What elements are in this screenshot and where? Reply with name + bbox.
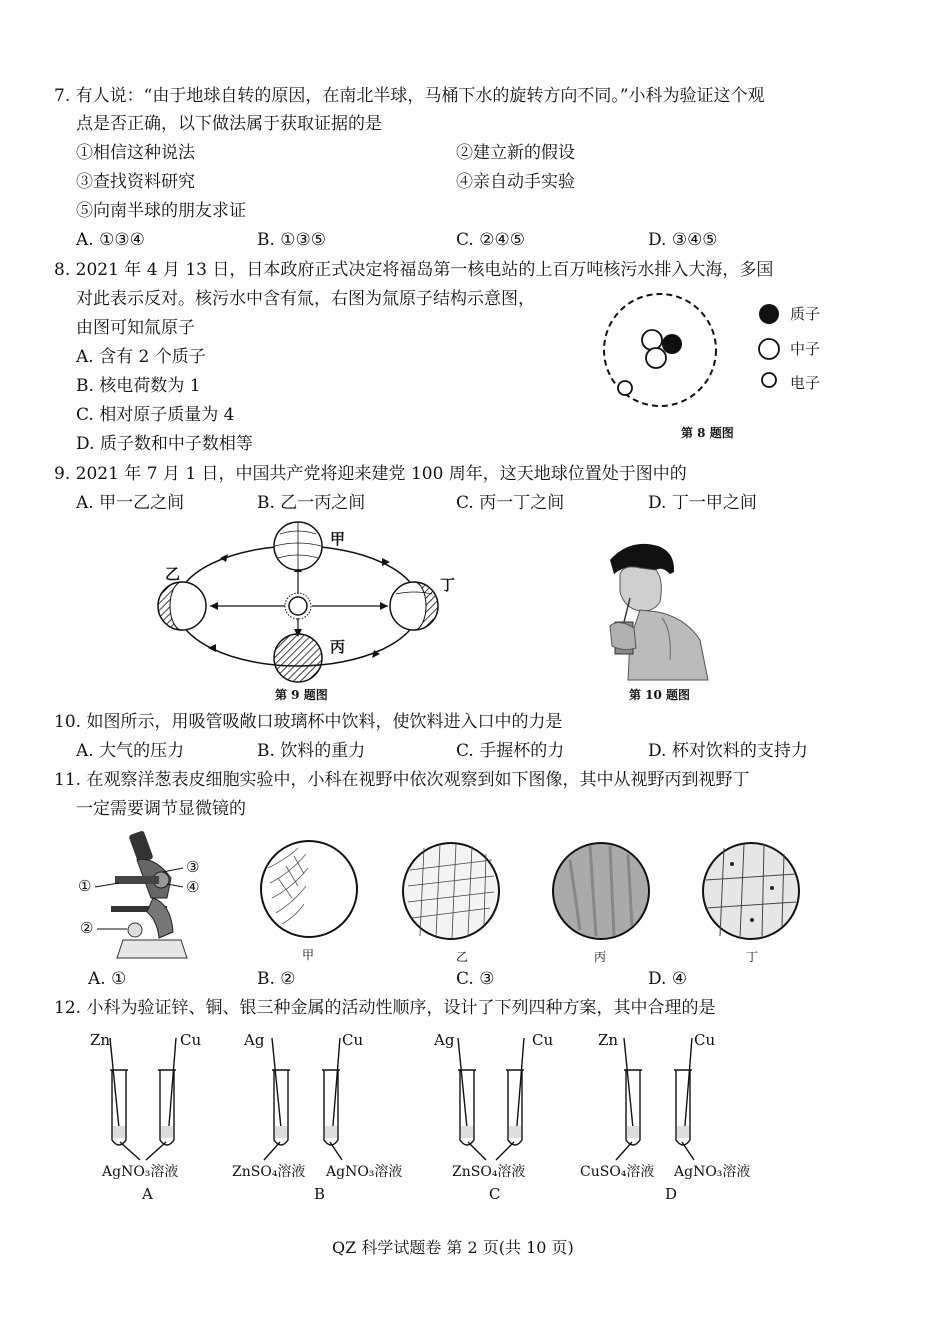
q9-option-d[interactable]: D. 丁一甲之间: [648, 493, 757, 513]
scheme-a-solution: AgNO₃溶液: [102, 1164, 179, 1180]
view-yi: [400, 840, 502, 942]
legend-proton-label: 质子: [790, 305, 821, 323]
q8-stem-line3: 由图可知氚原子: [76, 318, 195, 338]
scheme-a-metal-1: Zn: [90, 1031, 111, 1049]
view-label-ding: 丁: [746, 950, 759, 964]
scheme-a-metal-2: Cu: [180, 1031, 202, 1049]
scheme-b-letter[interactable]: B: [314, 1185, 326, 1203]
scheme-c-solution: ZnSO₄溶液: [452, 1164, 526, 1180]
tritium-atom-diagram: [600, 290, 730, 410]
view-jia: [258, 838, 360, 940]
q7-item: ③查找资料研究: [76, 172, 195, 192]
scheme-d-solution-2: AgNO₃溶液: [674, 1164, 751, 1180]
q7-item: ④亲自动手实验: [456, 172, 575, 192]
view-label-jia: 甲: [302, 948, 315, 962]
q9-stem: 9. 2021 年 7 月 1 日，中国共产党将迎来建党 100 周年，这天地球位置处于图中的: [54, 464, 687, 484]
q8-option-d[interactable]: D. 质子数和中子数相等: [76, 434, 253, 454]
q11-option-a[interactable]: A. ①: [88, 969, 127, 989]
microscope-label-4: ④: [186, 878, 200, 896]
scheme-d-metal-1: Zn: [598, 1031, 619, 1049]
q11-stem-line1: 11. 在观察洋葱表皮细胞实验中，小科在视野中依次观察到如下图像，其中从视野丙到视野丁: [54, 770, 750, 790]
view-ding: [700, 840, 802, 942]
legend-neutron-icon: [758, 338, 782, 362]
scheme-b-metal-1: Ag: [244, 1031, 265, 1049]
q8-option-b[interactable]: B. 核电荷数为 1: [76, 376, 201, 396]
q10-option-b[interactable]: B. 饮料的重力: [257, 741, 366, 761]
view-label-yi: 乙: [456, 950, 469, 964]
position-yi: 乙: [165, 565, 181, 583]
scheme-b-solution-2: AgNO₃溶液: [326, 1164, 403, 1180]
scheme-c-metal-1: Ag: [434, 1031, 455, 1049]
q9-figure-caption: 第 9 题图: [275, 688, 328, 702]
legend-electron-label: 电子: [790, 374, 821, 392]
q7-item: ⑤向南半球的朋友求证: [76, 201, 246, 221]
q7-option-a[interactable]: A. ①③④: [76, 230, 145, 250]
q11-stem-line2: 一定需要调节显微镜的: [76, 799, 246, 819]
test-tubes-diagram: [80, 1030, 780, 1160]
earth-orbit-diagram: [150, 520, 460, 685]
position-jia: 甲: [330, 530, 346, 548]
q7-item: ①相信这种说法: [76, 143, 195, 163]
q10-figure-caption: 第 10 题图: [629, 688, 691, 702]
scheme-d-solution-1: CuSO₄溶液: [580, 1164, 655, 1180]
q7-option-c[interactable]: C. ②④⑤: [456, 230, 525, 250]
q9-option-a[interactable]: A. 甲一乙之间: [76, 493, 185, 513]
q10-option-a[interactable]: A. 大气的压力: [76, 741, 185, 761]
microscope-label-3: ③: [186, 858, 200, 876]
q7-option-d[interactable]: D. ③④⑤: [648, 230, 718, 250]
position-bing: 丙: [330, 638, 346, 656]
q8-figure-caption: 第 8 题图: [681, 426, 734, 440]
q8-stem-line1: 8. 2021 年 4 月 13 日，日本政府正式决定将福岛第一核电站的上百万吨核污水排入大海，多国: [54, 260, 774, 280]
legend-electron-icon: [761, 372, 781, 392]
q9-option-c[interactable]: C. 丙一丁之间: [456, 493, 565, 513]
q8-stem-line2: 对此表示反对。核污水中含有氚，右图为氚原子结构示意图，: [76, 289, 535, 309]
scheme-b-solution-1: ZnSO₄溶液: [232, 1164, 306, 1180]
q11-option-c[interactable]: C. ③: [456, 969, 495, 989]
page-footer: QZ 科学试题卷 第 2 页(共 10 页): [332, 1238, 574, 1257]
scheme-c-letter[interactable]: C: [489, 1185, 501, 1203]
q8-option-a[interactable]: A. 含有 2 个质子: [76, 347, 206, 367]
scheme-a-letter[interactable]: A: [142, 1185, 153, 1203]
q11-option-d[interactable]: D. ④: [648, 969, 688, 989]
scheme-d-letter[interactable]: D: [665, 1185, 678, 1203]
q10-option-d[interactable]: D. 杯对饮料的支持力: [648, 741, 808, 761]
position-ding: 丁: [440, 576, 456, 594]
microscope-label-2: ②: [80, 919, 94, 937]
q10-option-c[interactable]: C. 手握杯的力: [456, 741, 565, 761]
legend-proton-icon: [758, 303, 782, 327]
q7-stem-line1: 7. 有人说：“由于地球自转的原因，在南北半球，马桶下水的旋转方向不同。”小科为验证这个观: [54, 86, 765, 106]
q11-option-b[interactable]: B. ②: [257, 969, 296, 989]
q12-stem: 12. 小科为验证锌、铜、银三种金属的活动性顺序，设计了下列四种方案，其中合理的是: [54, 998, 716, 1018]
view-bing: [550, 840, 652, 942]
q9-option-b[interactable]: B. 乙一丙之间: [257, 493, 366, 513]
microscope-label-1: ①: [78, 877, 92, 895]
scheme-d-metal-2: Cu: [694, 1031, 716, 1049]
legend-neutron-label: 中子: [790, 340, 821, 358]
q7-stem-line2: 点是否正确，以下做法属于获取证据的是: [76, 114, 382, 134]
scheme-c-metal-2: Cu: [532, 1031, 554, 1049]
q7-option-b[interactable]: B. ①③⑤: [257, 230, 327, 250]
q7-item: ②建立新的假设: [456, 143, 575, 163]
q10-stem: 10. 如图所示，用吸管吸敞口玻璃杯中饮料，使饮料进入口中的力是: [54, 712, 563, 732]
scheme-b-metal-2: Cu: [342, 1031, 364, 1049]
q8-option-c[interactable]: C. 相对原子质量为 4: [76, 405, 235, 425]
view-label-bing: 丙: [594, 950, 607, 964]
boy-with-straw-image: [600, 540, 715, 680]
